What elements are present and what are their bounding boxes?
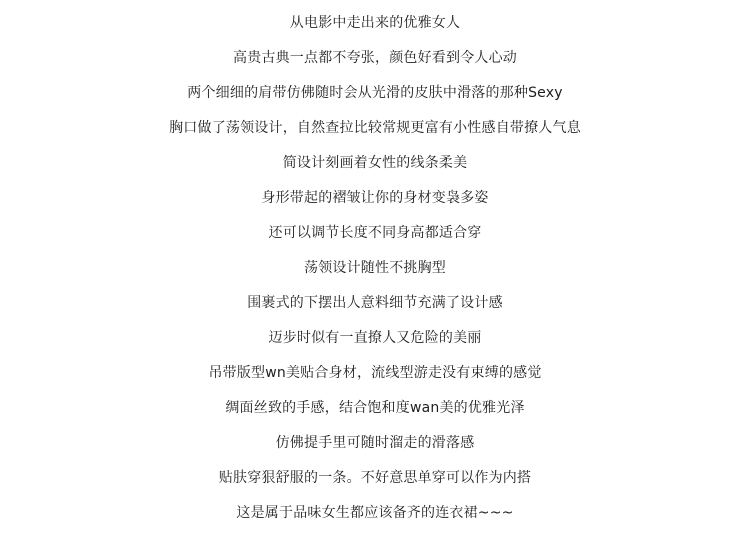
description-line: 荡领设计随性不挑胸型 <box>304 260 446 276</box>
description-line: 这是属于品味女生都应该备齐的连衣裙~~~ <box>236 505 514 521</box>
description-line: 仿佛提手里可随时溜走的滑落感 <box>275 435 475 451</box>
description-line: 还可以调节长度不同身高都适合穿 <box>268 225 482 241</box>
description-line: 吊带版型wn美贴合身材，流线型游走没有束缚的感觉 <box>208 365 542 381</box>
description-line: 高贵古典一点都不夸张，颜色好看到令人心动 <box>233 50 517 66</box>
description-line: 从电影中走出来的优雅女人 <box>289 15 461 31</box>
description-line: 简设计刻画着女性的线条柔美 <box>282 155 468 171</box>
product-description <box>0 8 750 533</box>
description-line: 两个细细的肩带仿佛随时会从光滑的皮肤中滑落的那种Sexy <box>187 85 563 101</box>
description-line: 绸面丝致的手感，结合饱和度wan美的优雅光泽 <box>225 400 525 416</box>
description-line: 围裹式的下摆出人意料细节充满了设计感 <box>247 295 503 311</box>
description-line: 贴肤穿狠舒服的一条。不好意思单穿可以作为内搭 <box>218 470 532 486</box>
description-line: 身形带起的褶皱让你的身材变袅多姿 <box>261 190 489 206</box>
description-line: 胸口做了荡领设计，自然查拉比较常规更富有小性感自带撩人气息 <box>169 120 581 136</box>
description-line: 迈步时似有一直撩人又危险的美丽 <box>268 330 482 346</box>
